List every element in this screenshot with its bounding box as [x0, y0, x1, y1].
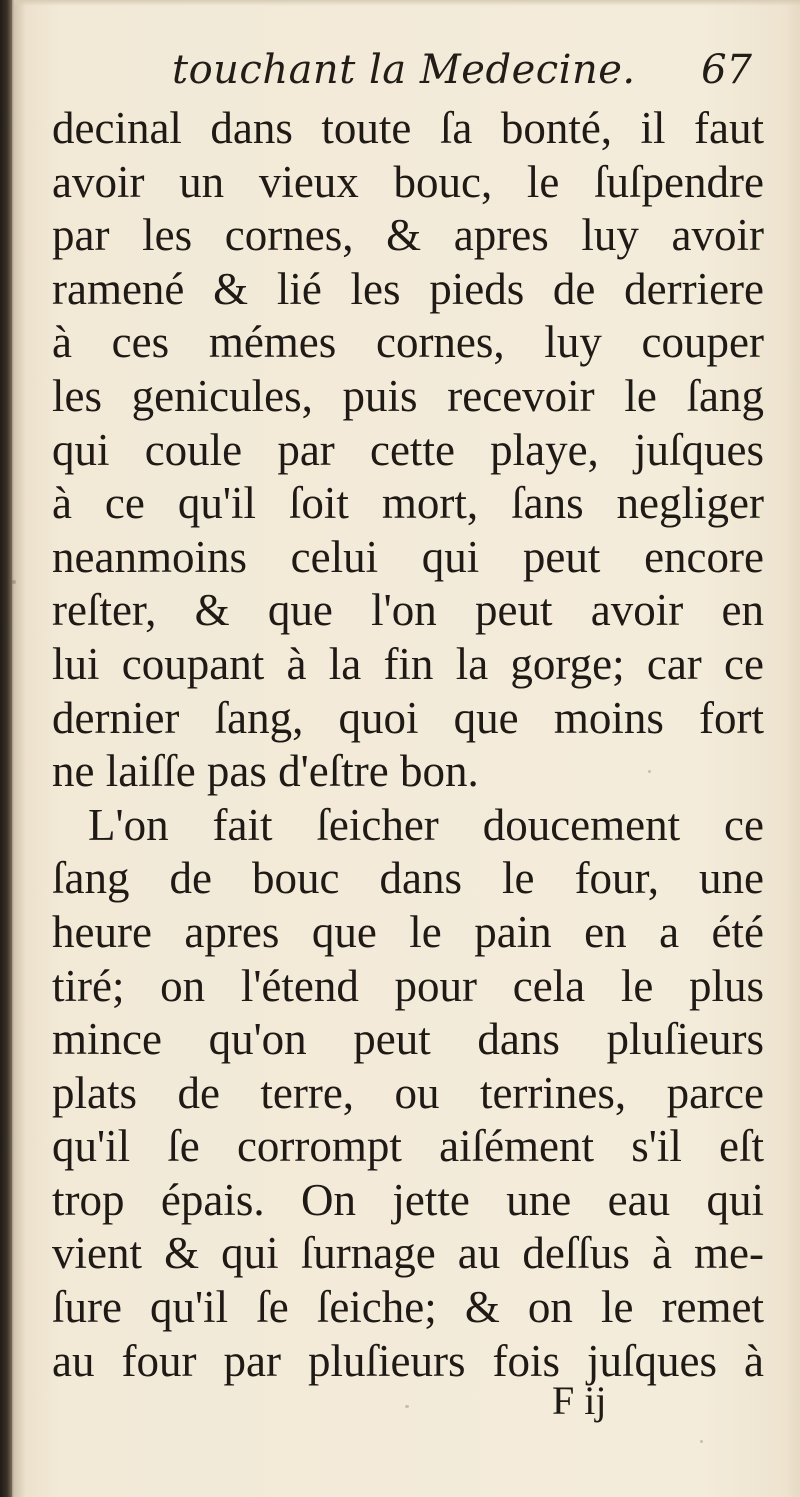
text-line: ſure qu'il ſe ſeiche; & on le remet [52, 1282, 764, 1333]
page-header [60, 42, 760, 98]
text-line: ramené & lié les pieds de derriere [52, 263, 764, 314]
text-line: reſter, & que l'on peut avoir en [52, 585, 764, 636]
paper-speck [396, 62, 399, 65]
text-line: lui coupant à la fin la gorge; car ce [52, 638, 764, 689]
paper-speck [700, 1440, 703, 1443]
page-number: 67 [701, 47, 752, 93]
paragraph-1 [52, 102, 764, 799]
text-line: au four par pluſieurs fois juſques à [52, 1335, 764, 1386]
paragraph-2 [52, 799, 764, 1389]
text-line: vient & qui ſurnage au deſſus à me- [52, 1228, 764, 1279]
text-line: les genicules, puis recevoir le ſang [52, 370, 764, 421]
page-top-edge [14, 0, 800, 6]
text-line: L'on fait ſeicher doucement ce [88, 799, 764, 850]
text-line: avoir un vieux bouc, le ſuſpendre [52, 156, 764, 207]
text-line: decinal dans toute ſa bonté, il faut [52, 103, 764, 153]
text-line: dernier ſang, quoi que moins fort [52, 692, 764, 743]
text-line: à ce qu'il ſoit mort, ſans negliger [52, 478, 764, 529]
paper-speck [405, 1405, 409, 1408]
running-head: touchant la Medecine. [172, 47, 636, 93]
text-line: mince qu'on peut dans pluſieurs [52, 1014, 764, 1065]
text-line: tiré; on l'étend pour cela le plus [52, 960, 764, 1011]
text-line: heure apres que le pain en a été [52, 906, 764, 957]
paper-speck [12, 580, 16, 584]
text-line: par les cornes, & apres luy avoir [52, 210, 764, 261]
text-line: ſang de bouc dans le four, une [52, 853, 764, 904]
text-line: qui coule par cette playe, juſques [52, 424, 764, 475]
text-line: trop épais. On jette une eau qui [52, 1174, 764, 1225]
text-line: à ces mémes cornes, luy couper [52, 317, 764, 368]
text-line: ne laiſſe pas d'eſtre bon. [52, 746, 479, 797]
signature-mark: F ij [552, 1378, 607, 1423]
text-line: plats de terre, ou terrines, parce [52, 1067, 764, 1118]
paper-speck [648, 770, 651, 773]
book-spine-shadow [0, 0, 12, 1497]
text-line: neanmoins celui qui peut encore [52, 531, 764, 582]
text-line: qu'il ſe corrompt aiſément s'il eſt [52, 1121, 764, 1172]
body-text [52, 102, 764, 1388]
